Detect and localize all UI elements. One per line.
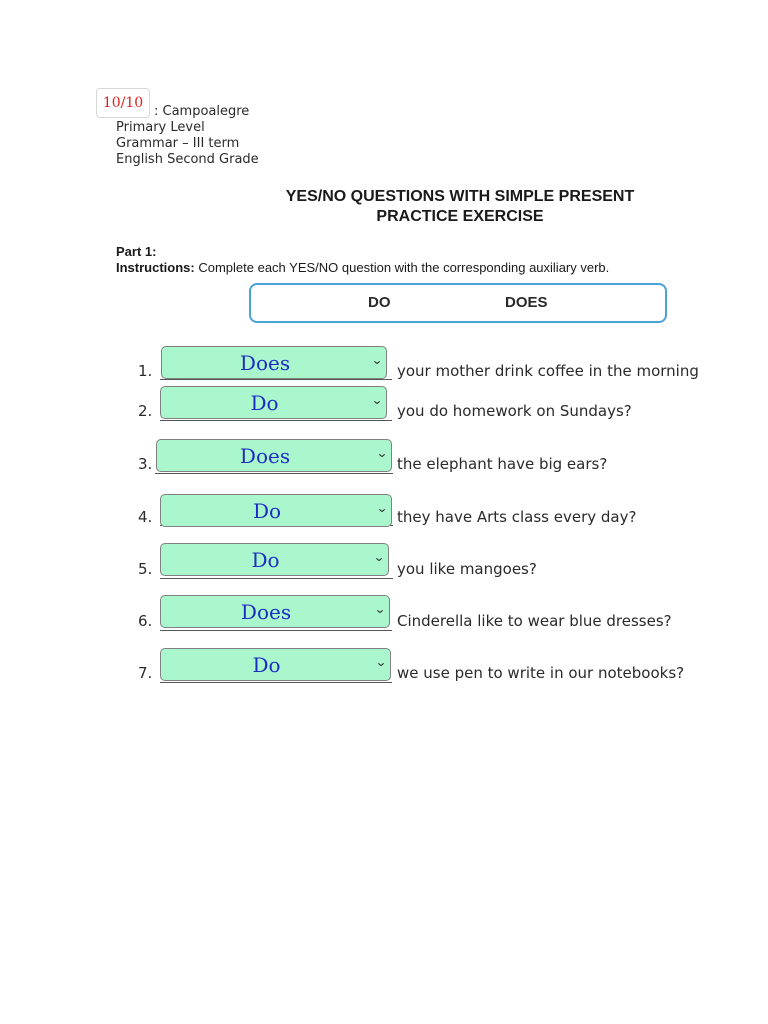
question-number: 1. (138, 362, 153, 380)
question-text: you like mangoes? (397, 560, 537, 578)
chevron-down-icon: ⌄ (374, 655, 388, 669)
answer-blank-line (160, 578, 393, 579)
selected-answer: Do (250, 390, 279, 415)
term-label: Grammar – III term (116, 136, 240, 151)
question-text: they have Arts class every day? (397, 508, 637, 526)
selected-answer: Do (251, 547, 280, 572)
answer-dropdown-3[interactable] (156, 439, 392, 472)
answer-blank-line (160, 420, 392, 421)
answer-blank-line (160, 682, 392, 683)
word-bank-do: DO (368, 294, 391, 311)
question-text: you do homework on Sundays? (397, 402, 632, 420)
question-number: 6. (138, 612, 153, 630)
chevron-down-icon: ⌄ (373, 602, 387, 616)
question-text: Cinderella like to wear blue dresses? (397, 612, 672, 630)
answer-dropdown-1[interactable] (161, 346, 387, 379)
question-text: we use pen to write in our notebooks? (397, 664, 685, 682)
selected-answer: Does (239, 443, 291, 468)
part-label: Part 1: (116, 244, 157, 259)
question-text: your mother drink coffee in the morning (397, 362, 699, 380)
chevron-down-icon: ⌄ (372, 550, 386, 564)
worksheet-title: YES/NO QUESTIONS WITH SIMPLE PRESENT (285, 188, 635, 205)
worksheet-subtitle: PRACTICE EXERCISE (376, 208, 544, 225)
answer-dropdown-7[interactable] (160, 648, 391, 681)
selected-answer: Do (252, 652, 281, 677)
level-label: Primary Level (116, 120, 205, 135)
answer-blank-line (160, 379, 392, 380)
chevron-down-icon: ⌄ (375, 446, 389, 460)
question-number: 5. (138, 560, 153, 578)
question-text: the elephant have big ears? (397, 455, 608, 473)
question-number: 4. (138, 508, 153, 526)
instructions-label: Instructions: (116, 260, 195, 275)
school-header (116, 104, 259, 168)
chevron-down-icon: ⌄ (370, 393, 384, 407)
grade-label: English Second Grade (116, 152, 259, 167)
instructions (116, 260, 609, 275)
school-name: : Campoalegre (154, 104, 250, 119)
instructions-text: Complete each YES/NO question with the corresponding auxiliary verb. (194, 260, 610, 275)
selected-answer: Do (252, 498, 282, 523)
answer-blank-line (155, 473, 393, 474)
answer-blank-line (160, 630, 392, 631)
word-bank-does: DOES (505, 294, 548, 311)
answer-dropdown-6[interactable] (160, 595, 390, 628)
answer-dropdown-5[interactable] (160, 543, 389, 576)
question-number: 2. (138, 402, 153, 420)
selected-answer: Does (240, 599, 292, 624)
question-number: 3. (138, 455, 153, 473)
chevron-down-icon: ⌄ (370, 353, 384, 367)
score-badge: 10/10 (96, 88, 150, 118)
answer-dropdown-2[interactable] (160, 386, 387, 419)
word-bank (249, 283, 667, 323)
selected-answer: Does (239, 350, 291, 375)
chevron-down-icon: ⌄ (375, 501, 389, 515)
question-number: 7. (138, 664, 153, 682)
answer-dropdown-4[interactable] (160, 494, 392, 527)
